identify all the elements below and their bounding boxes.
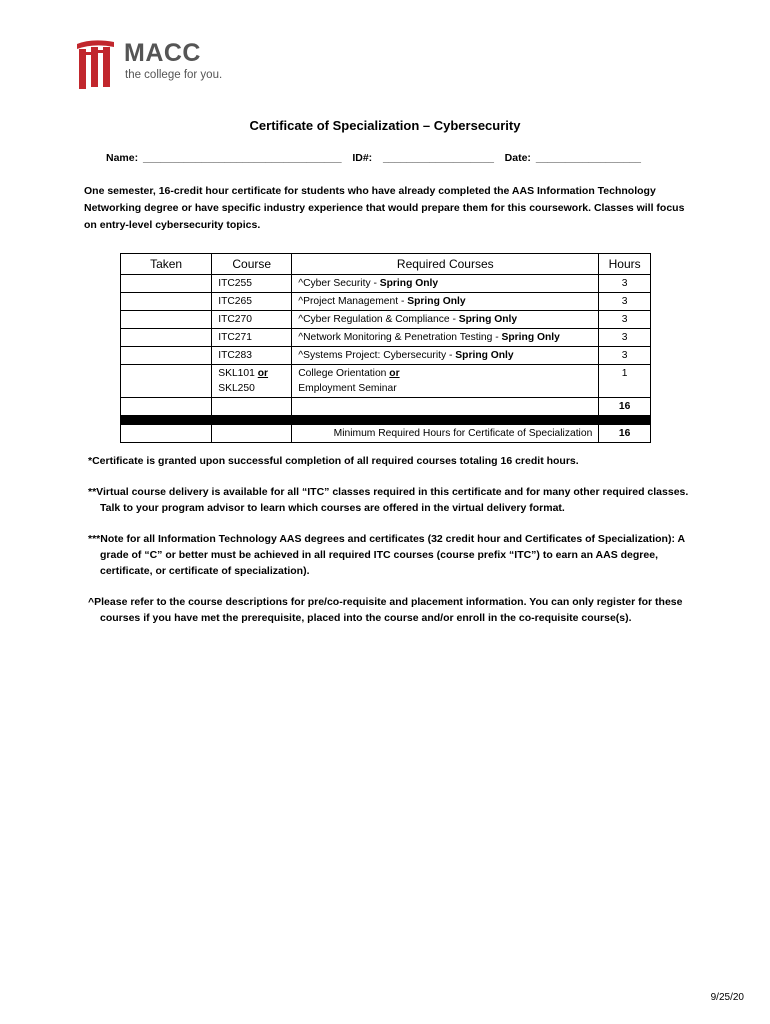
course-hours: 3 [599,329,651,347]
divider-row [121,416,651,425]
table-row [121,311,651,329]
course-name: ^Cyber Security - Spring Only [292,275,599,293]
minimum-hours-row [121,425,651,443]
course-hours: 3 [599,347,651,365]
taken-cell[interactable] [121,329,212,347]
course-code: SKL101 or SKL250 [212,365,292,398]
date-field[interactable]: __________________ [535,152,641,164]
course-name: ^Network Monitoring & Penetration Testing - Spring Only [292,329,599,347]
subtotal-hours: 16 [599,398,651,416]
table-row [121,293,651,311]
course-code: ITC255 [212,275,292,293]
subtotal-row [121,398,651,416]
logo-tagline: the college for you. [125,69,223,81]
course-table [120,253,651,443]
course-code: ITC265 [212,293,292,311]
table-row [121,275,651,293]
taken-cell[interactable] [121,275,212,293]
note-certificate: *Certificate is granted upon successful completion of all required courses totaling 16 credit hours. [88,455,579,467]
table-header-row [121,254,651,275]
intro-paragraph: One semester, 16-credit hour certificate for students who have already completed the AAS Information Technology Networking degree or have specific industry experience that would prepare them for this coursework. Classes will focus on entry-level cybersecurity topics. [84,185,685,231]
taken-cell[interactable] [121,311,212,329]
header-required-courses: Required Courses [292,254,599,275]
footer-date: 9/25/20 [710,992,744,1003]
name-field[interactable]: __________________________________ [143,152,342,164]
taken-cell[interactable] [121,365,212,398]
page-title: Certificate of Specialization – Cybersecurity [249,118,521,133]
course-code: ITC270 [212,311,292,329]
note-grade-requirement: ***Note for all Information Technology AAS degrees and certificates (32 credit hour and Certificates of Specialization): A grade of “C” or better must be achieved in all required ITC courses (course prefix “ITC”) to earn an AAS degree, certificate, or certificate of specialization). [88,533,685,577]
note-virtual-delivery: **Virtual course delivery is available for all “ITC” classes required in this certificate and for many other required classes. Talk to your program advisor to learn which courses are offered in the virtual delivery format. [88,486,689,514]
table-row [121,365,651,398]
name-label: Name: [106,152,139,164]
course-hours: 1 [599,365,651,398]
table-row [121,347,651,365]
minimum-hours-value: 16 [599,425,651,443]
student-fields [106,152,643,164]
note-prerequisites: ^Please refer to the course descriptions for pre/co-requisite and placement information. You can only register for these courses if you have met the prerequisite, placed into the course and/or enroll in the co-requisite course(s). [88,596,683,624]
course-name: ^Cyber Regulation & Compliance - Spring Only [292,311,599,329]
macc-logo [74,38,224,90]
header-course: Course [212,254,292,275]
logo-brand: MACC [124,39,201,67]
course-name: College Orientation or Employment Seminar [292,365,599,398]
table-row [121,329,651,347]
date-label: Date: [504,152,531,164]
id-label: ID#: [352,152,373,164]
taken-cell[interactable] [121,293,212,311]
notes-section [88,453,700,641]
course-hours: 3 [599,275,651,293]
course-code: ITC271 [212,329,292,347]
header-taken: Taken [121,254,212,275]
course-hours: 3 [599,293,651,311]
course-hours: 3 [599,311,651,329]
taken-cell[interactable] [121,347,212,365]
header-hours: Hours [599,254,651,275]
id-field[interactable]: ___________________ [382,152,494,164]
minimum-hours-label: Minimum Required Hours for Certificate of Specialization [292,425,599,443]
course-code: ITC283 [212,347,292,365]
macc-logo-mark-icon [74,38,122,90]
course-name: ^Project Management - Spring Only [292,293,599,311]
course-name: ^Systems Project: Cybersecurity - Spring Only [292,347,599,365]
